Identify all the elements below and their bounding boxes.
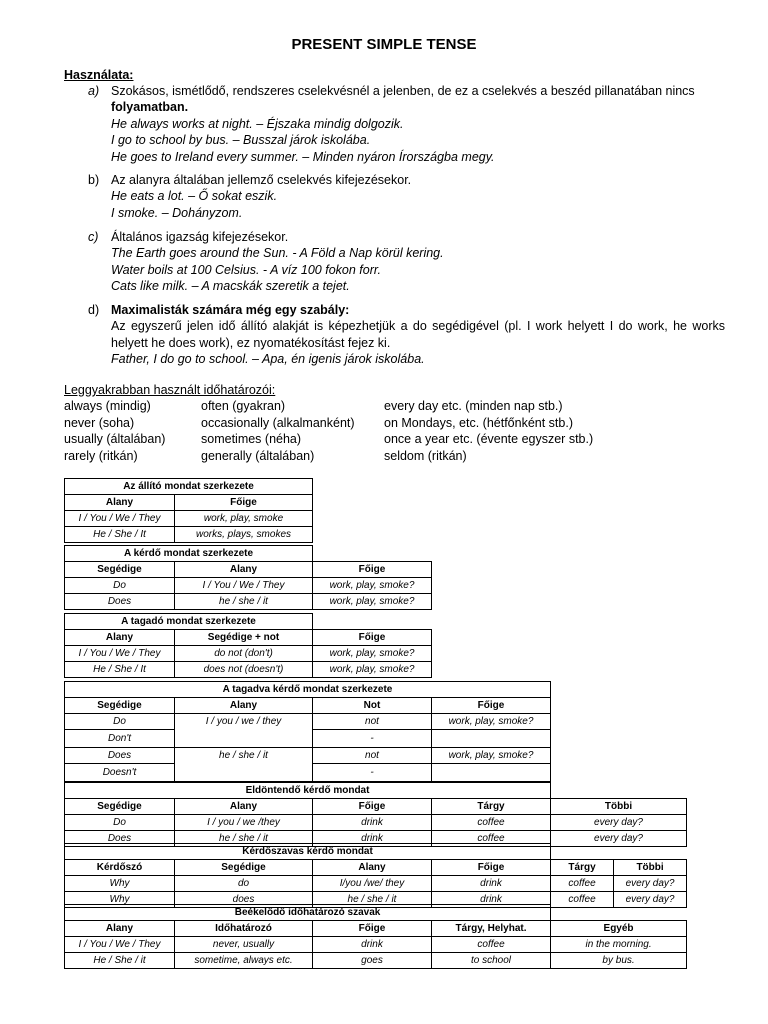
table-cell: never, usually xyxy=(175,937,313,953)
column-header: Többi xyxy=(614,860,687,876)
page-title: PRESENT SIMPLE TENSE xyxy=(291,36,477,53)
table-cell: work, play, smoke? xyxy=(313,594,432,610)
usage-b-line1: Az alanyra általában jellemző cselekvés kifejezésekor. xyxy=(111,173,412,187)
table-cell: coffee xyxy=(432,937,551,953)
adverb-item: on Mondays, etc. (hétfőnként stb.) xyxy=(384,416,573,430)
table-cell: sometime, always etc. xyxy=(175,953,313,969)
adverbs-heading: Leggyakrabban használt időhatározói: xyxy=(64,383,276,397)
usage-d-paragraph: Az egyszerű jelen idő állító alakját is képezhetjük a do segédigével (pl. I work helyett I do work, he works helyett he does work), ez nyomatékosítást fejez ki. xyxy=(111,319,725,350)
usage-c-example: Water boils at 100 Celsius. - A víz 100 fokon forr. xyxy=(111,263,382,277)
column-header: Főige xyxy=(313,562,432,578)
table-cell: Does xyxy=(65,594,175,610)
table-cell: Why xyxy=(65,892,175,908)
table-cell: He / She / It xyxy=(65,662,175,678)
marker-c: c) xyxy=(88,230,99,244)
table-title: A kérdő mondat szerkezete xyxy=(65,546,313,562)
adverb-item: once a year etc. (évente egyszer stb.) xyxy=(384,432,594,446)
table-cell: does not (doesn't) xyxy=(175,662,313,678)
empty-cell xyxy=(551,783,687,799)
table-cell: I / You / We / They xyxy=(175,578,313,594)
table-cell: do not (don't) xyxy=(175,646,313,662)
empty-cell xyxy=(313,546,432,562)
table-cell: work, play, smoke? xyxy=(432,714,551,730)
usage-a-example: He goes to Ireland every summer. – Minden nyáron Írországba megy. xyxy=(111,150,495,164)
adverb-item: never (soha) xyxy=(64,416,135,430)
usage-a-line1: Szokásos, ismétlődő, rendszeres cselekvésnél a jelenben, de ez a cselekvés a beszéd pillanatában nincs xyxy=(111,84,695,98)
table-cell: in the morning. xyxy=(551,937,687,953)
table-cell: coffee xyxy=(551,876,614,892)
table-cell: Doesn't xyxy=(65,764,175,782)
adverb-item: every day etc. (minden nap stb.) xyxy=(384,399,563,413)
column-header: Főige xyxy=(432,698,551,714)
usage-a-example: He always works at night. – Éjszaka mindig dolgozik. xyxy=(111,117,404,131)
column-header: Not xyxy=(313,698,432,714)
column-header: Segédige xyxy=(65,562,175,578)
table-cell: I / You / We / They xyxy=(65,511,175,527)
column-header: Alany xyxy=(65,921,175,937)
table-cell: drink xyxy=(432,876,551,892)
table-cell: every day? xyxy=(614,876,687,892)
column-header: Segédige xyxy=(65,698,175,714)
table-cell: Do xyxy=(65,815,175,831)
table-cell: Does xyxy=(65,748,175,764)
table-cell: - xyxy=(313,730,432,748)
adverb-item: always (mindig) xyxy=(64,399,151,413)
empty-cell xyxy=(432,730,551,748)
table-cell: He / She / it xyxy=(65,953,175,969)
negative-interrogative-table xyxy=(64,681,551,782)
wh-question-table xyxy=(64,843,687,908)
adverb-item: usually (általában) xyxy=(64,432,166,446)
table-cell: work, play, smoke xyxy=(175,511,313,527)
table-cell: he / she / it xyxy=(313,892,432,908)
table-cell: I/you /we/ they xyxy=(313,876,432,892)
column-header: Segédige xyxy=(65,799,175,815)
marker-b: b) xyxy=(88,173,100,187)
table-title: Az állító mondat szerkezete xyxy=(65,479,313,495)
affirmative-table xyxy=(64,478,313,543)
table-cell: I / You / We / They xyxy=(65,646,175,662)
usage-heading: Használata: xyxy=(64,68,134,82)
table-cell: I / You / We / They xyxy=(65,937,175,953)
usage-c-line1: Általános igazság kifejezésekor. xyxy=(111,230,289,244)
table-title: A tagadva kérdő mondat szerkezete xyxy=(65,682,551,698)
adverb-item: seldom (ritkán) xyxy=(384,449,467,463)
table-cell: by bus. xyxy=(551,953,687,969)
column-header: Alany xyxy=(175,799,313,815)
empty-cell xyxy=(432,764,551,782)
table-cell: not xyxy=(313,714,432,730)
table-cell: not xyxy=(313,748,432,764)
table-cell: coffee xyxy=(551,892,614,908)
table-cell: Why xyxy=(65,876,175,892)
adverb-item: often (gyakran) xyxy=(201,399,286,413)
column-header: Alany xyxy=(65,630,175,646)
table-cell: Do xyxy=(65,578,175,594)
usage-d-example: Father, I do go to school. – Apa, én igenis járok iskolába. xyxy=(111,352,425,366)
table-cell: works, plays, smokes xyxy=(175,527,313,543)
column-header: Alany xyxy=(65,495,175,511)
table-cell: work, play, smoke? xyxy=(313,662,432,678)
table-cell: Don't xyxy=(65,730,175,748)
column-header: Főige xyxy=(313,799,432,815)
table-cell: drink xyxy=(313,937,432,953)
negative-table xyxy=(64,613,432,678)
table-cell: Does xyxy=(65,831,175,847)
table-title: Eldöntendő kérdő mondat xyxy=(65,783,551,799)
column-header: Alany xyxy=(175,562,313,578)
table-cell: he / she / it xyxy=(175,831,313,847)
column-header: Főige xyxy=(313,630,432,646)
table-cell: does xyxy=(175,892,313,908)
column-header: Tárgy xyxy=(432,799,551,815)
yes-no-question-table xyxy=(64,782,687,847)
table-cell: He / She / It xyxy=(65,527,175,543)
usage-a-line2: folyamatban. xyxy=(111,100,189,114)
table-cell: every day? xyxy=(614,892,687,908)
table-title: Beékelődő időhatározó szavak xyxy=(65,905,551,921)
table-cell: work, play, smoke? xyxy=(313,578,432,594)
adverb-item: generally (általában) xyxy=(201,449,315,463)
table-cell: coffee xyxy=(432,815,551,831)
adverb-item: occasionally (alkalmanként) xyxy=(201,416,355,430)
column-header: Kérdőszó xyxy=(65,860,175,876)
adverb-placement-table xyxy=(64,904,687,969)
table-cell: drink xyxy=(313,815,432,831)
column-header: Segédige xyxy=(175,860,313,876)
table-cell: drink xyxy=(432,892,551,908)
usage-b-example: I smoke. – Dohányzom. xyxy=(111,206,243,220)
column-header: Főige xyxy=(175,495,313,511)
table-cell: - xyxy=(313,764,432,782)
column-header: Tárgy, Helyhat. xyxy=(432,921,551,937)
column-header: Főige xyxy=(313,921,432,937)
usage-c-example: The Earth goes around the Sun. - A Föld a Nap körül kering. xyxy=(111,246,444,260)
table-cell: coffee xyxy=(432,831,551,847)
column-header: Alany xyxy=(175,698,313,714)
table-cell: I / you / we /they xyxy=(175,815,313,831)
table-cell: to school xyxy=(432,953,551,969)
table-cell: Do xyxy=(65,714,175,730)
table-title: Kérdőszavas kérdő mondat xyxy=(65,844,551,860)
column-header: Egyéb xyxy=(551,921,687,937)
table-cell: he / she / it xyxy=(175,748,313,764)
table-cell: I / you / we / they xyxy=(175,714,313,730)
column-header: Tárgy xyxy=(551,860,614,876)
table-cell: drink xyxy=(313,831,432,847)
table-title: A tagadó mondat szerkezete xyxy=(65,614,313,630)
column-header: Főige xyxy=(432,860,551,876)
empty-cell xyxy=(175,764,313,782)
table-cell: do xyxy=(175,876,313,892)
usage-c-example: Cats like milk. – A macskák szeretik a tejet. xyxy=(111,279,350,293)
empty-cell xyxy=(551,844,687,860)
interrogative-table xyxy=(64,545,432,610)
column-header: Segédige + not xyxy=(175,630,313,646)
table-cell: every day? xyxy=(551,815,687,831)
usage-d-line1: Maximalisták számára még egy szabály: xyxy=(111,303,350,317)
column-header: Többi xyxy=(551,799,687,815)
column-header: Alany xyxy=(313,860,432,876)
table-cell: he / she / it xyxy=(175,594,313,610)
empty-cell xyxy=(551,905,687,921)
table-cell: work, play, smoke? xyxy=(313,646,432,662)
empty-cell xyxy=(175,730,313,748)
column-header: Időhatározó xyxy=(175,921,313,937)
table-cell: goes xyxy=(313,953,432,969)
table-cell: work, play, smoke? xyxy=(432,748,551,764)
usage-a-example: I go to school by bus. – Busszal járok iskolába. xyxy=(111,133,371,147)
marker-a: a) xyxy=(88,84,100,98)
table-cell: every day? xyxy=(551,831,687,847)
marker-d: d) xyxy=(88,303,100,317)
empty-cell xyxy=(313,614,432,630)
adverb-item: sometimes (néha) xyxy=(201,432,302,446)
adverb-item: rarely (ritkán) xyxy=(64,449,138,463)
usage-b-example: He eats a lot. – Ő sokat eszik. xyxy=(111,189,278,203)
